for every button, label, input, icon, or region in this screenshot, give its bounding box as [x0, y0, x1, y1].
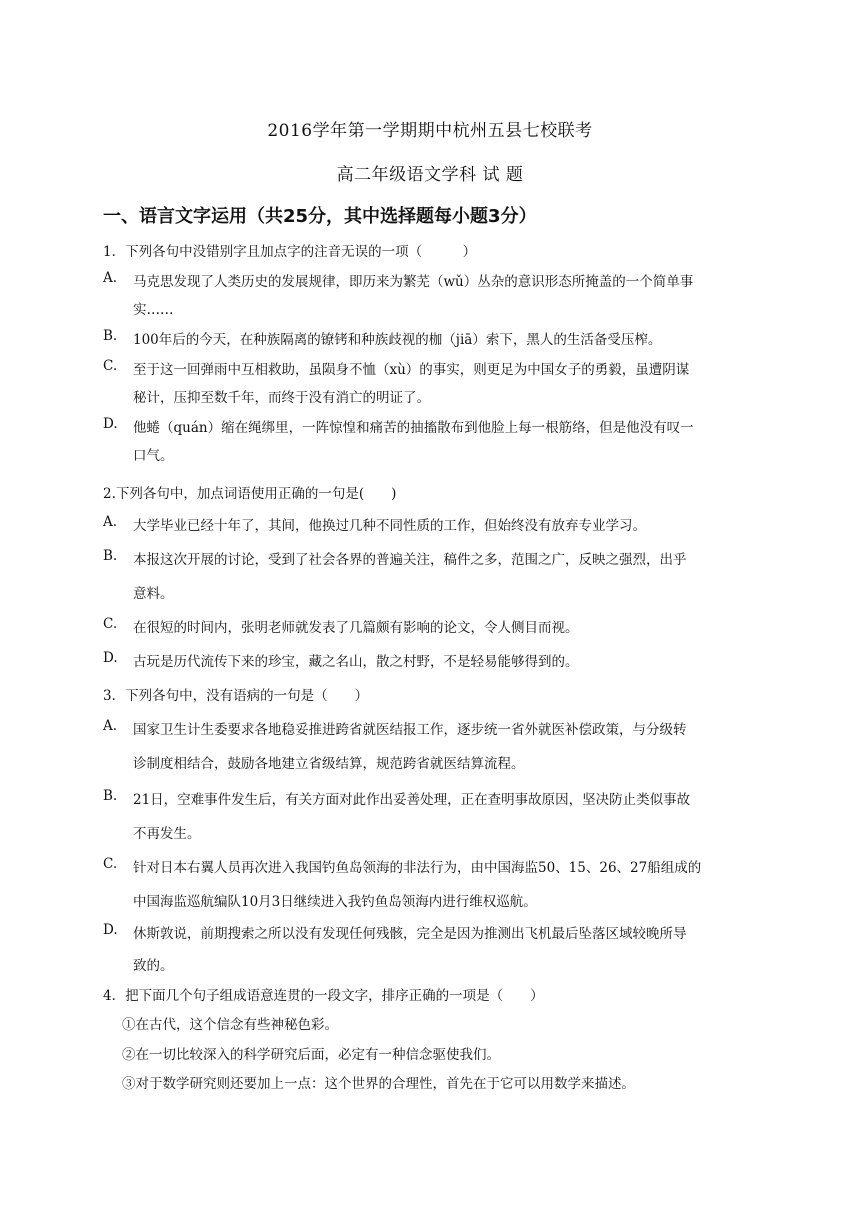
- option-text-line2: 意料。: [133, 586, 174, 602]
- option-label: B.: [103, 548, 118, 564]
- option-text-line1: 本报这次开展的讨论，受到了社会各界的普遍关注，稿件之多，范围之广，反映之强烈，出乎: [133, 552, 687, 568]
- option-text-line2: 中国海监巡航编队10月3日继续进入我钓鱼岛领海内进行维权巡航。: [133, 894, 537, 910]
- option-label: D.: [103, 416, 118, 432]
- option-label: D.: [103, 922, 118, 938]
- option-label: B.: [103, 788, 118, 804]
- option-text-line1: 大学毕业已经十年了，其间，他换过几种不同性质的工作，但始终没有放弃专业学习。: [133, 518, 646, 534]
- option-text-line2: 实……: [133, 302, 174, 318]
- option-label: D.: [103, 650, 118, 666]
- option-text-line1: 针对日本右翼人员再次进入我国钓鱼岛领海的非法行为，由中国海监50、15、26、27船组成的: [133, 860, 702, 876]
- section-heading: 一、语言文字运用（共25分，其中选择题每小题3分）: [103, 206, 537, 227]
- question-2-stem: 2.下列各句中，加点词语使用正确的一句是( ): [103, 486, 397, 502]
- option-text-line1: 21日，空难事件发生后，有关方面对此作出妥善处理，正在查明事故原因，坚决防止类似事故: [133, 792, 691, 808]
- option-text-line1: 休斯敦说，前期搜索之所以没有发现任何残骸，完全是因为推测出飞机最后坠落区域较晚所导: [133, 926, 687, 942]
- option-text-line2: 不再发生。: [133, 826, 201, 842]
- option-label: A.: [103, 270, 118, 286]
- option-text-line1: 至于这一回弹雨中互相救助，虽陨身不恤（xù）的事实，则更足为中国女子的勇毅，虽遭阴谋: [133, 362, 690, 378]
- question-3-stem: 3．下列各句中，没有语病的一句是（ ）: [103, 688, 369, 704]
- option-text-line2: 致的。: [133, 958, 174, 974]
- option-text-line1: 在很短的时间内，张明老师就发表了几篇颇有影响的论文，令人侧目而视。: [133, 620, 579, 636]
- option-label: A.: [103, 718, 118, 734]
- exam-title: 2016学年第一学期期中杭州五县七校联考: [267, 121, 593, 141]
- option-label: A.: [103, 514, 118, 530]
- option-text-line2: 口气。: [133, 448, 174, 464]
- option-text-line1: 他蜷（quán）缩在绳绑里，一阵惊惶和痛苦的抽搐散布到他脸上每一根筋络，但是他没有叹一: [133, 420, 694, 436]
- question-4-sentence-1: ①在古代，这个信念有些神秘色彩。: [122, 1017, 338, 1033]
- option-text-line1: 国家卫生计生委要求各地稳妥推进跨省就医结报工作，逐步统一省外就医补偿政策，与分级转: [133, 722, 687, 738]
- question-1-stem: 1．下列各句中没错别字且加点字的注音无误的一项（ ）: [103, 244, 477, 260]
- question-4-sentence-3: ③对于数学研究则还要加上一点：这个世界的合理性，首先在于它可以用数学来描述。: [122, 1076, 635, 1092]
- option-label: B.: [103, 328, 118, 344]
- option-text-line1: 古玩是历代流传下来的珍宝，藏之名山，散之村野，不是轻易能够得到的。: [133, 654, 579, 670]
- option-text-line1: 100年后的今天，在种族隔离的镣铐和种族歧视的枷（jiā）索下，黑人的生活备受压榨。: [133, 332, 662, 348]
- option-text-line1: 马克思发现了人类历史的发展规律，即历来为繁芜（wǔ）丛杂的意识形态所掩盖的一个简单事: [133, 274, 694, 290]
- option-label: C.: [103, 358, 118, 374]
- question-4-stem: 4．把下面几个句子组成语意连贯的一段文字，排序正确的一项是（ ）: [103, 988, 544, 1004]
- exam-subtitle: 高二年级语文学科 试 题: [336, 165, 524, 185]
- option-label: C.: [103, 616, 118, 632]
- option-text-line2: 秘计，压抑至数千年，而终于没有消亡的明证了。: [133, 390, 430, 406]
- option-text-line2: 诊制度相结合，鼓励各地建立省级结算，规范跨省就医结算流程。: [133, 756, 525, 772]
- question-4-sentence-2: ②在一切比较深入的科学研究后面，必定有一种信念驱使我们。: [122, 1047, 500, 1063]
- option-label: C.: [103, 856, 118, 872]
